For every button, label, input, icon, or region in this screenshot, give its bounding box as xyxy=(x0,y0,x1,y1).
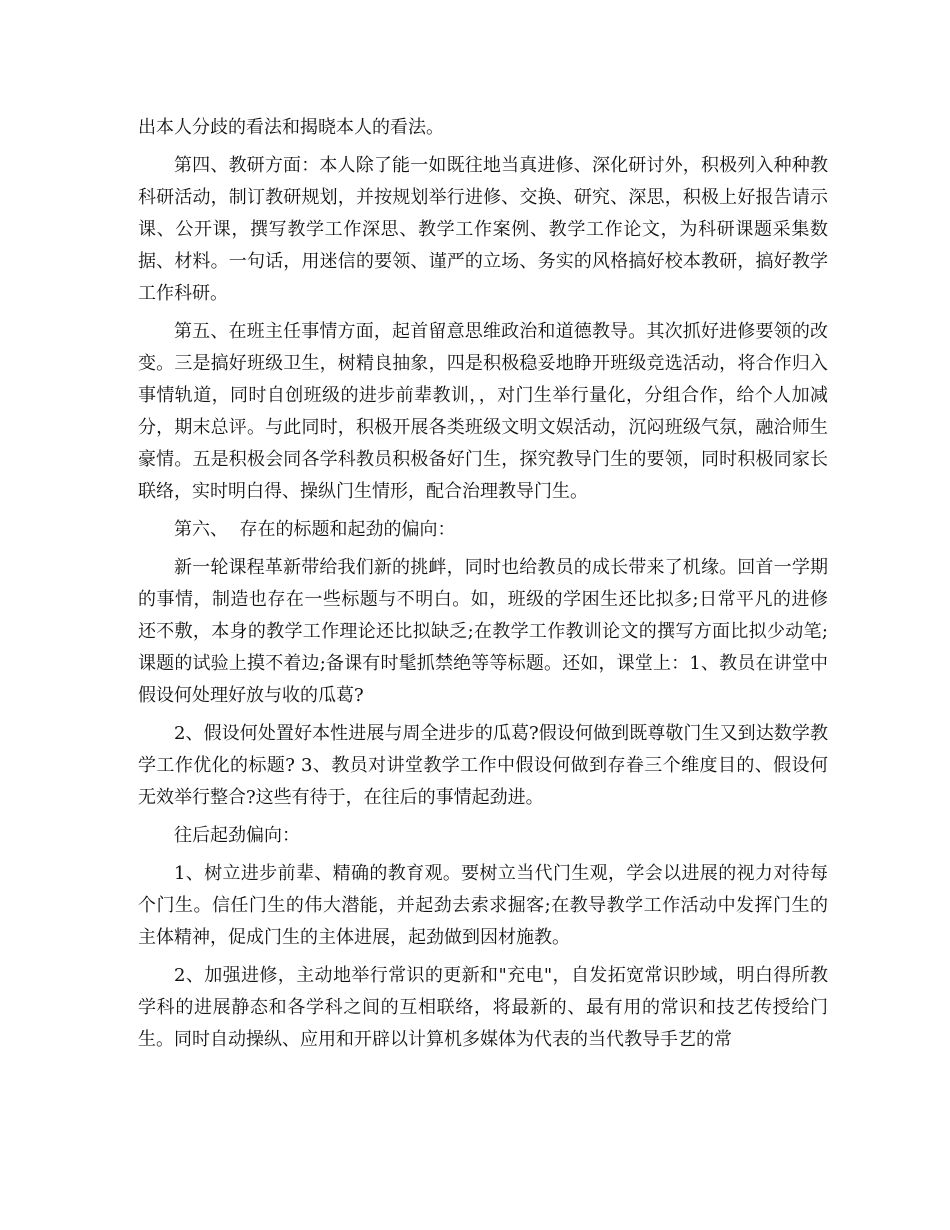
section-heading-problems: 第六、 存在的标题和起劲的偏向： xyxy=(174,519,456,540)
paragraph-continuation: 出本人分歧的看法和揭晓本人的看法。 xyxy=(138,117,444,138)
paragraph-research: 第四、教研方面：本人除了能一如既往地当真进修、深化研讨外，积极列入种种教科研活动，制订教研规划，并按规划举行进修、交换、研究、深思，积极上好报告请示课、公开课，撰写教学工作深思、教学工作案例、教学工作论文，为科研课题采集数据、材料。一句话，用迷信的要领、谨严的立场、务实的风格搞好校本教研，搞好教学工作科研。 xyxy=(138,155,828,304)
paragraph-direction-2: 2、加强进修，主动地举行常识的更新和"充电"，自发拓宽常识眇域，明白得所教学科的进展静态和各学科之间的互相联络，将最新的、最有用的常识和技艺传授给门生。同时自动操纵、应用和开辟以计算机多媒体为代表的当代教导手艺的常 xyxy=(138,965,828,1050)
paragraph-problems: 新一轮课程革新带给我们新的挑衅，同时也给教员的成长带来了机缘。回首一学期的事情，制造也存在一些标题与不明白。如，班级的学困生还比拟多;日常平凡的进修还不敷，本身的教学工作理论还比拟缺乏;在教学工作教训论文的撰写方面比拟少动笔;课题的试验上摸不着边;备课有时髦抓禁绝等等标题。还如，课堂上：1、教员在讲堂中假设何处理好放与收的瓜葛? xyxy=(138,557,828,706)
paragraph-questions: 2、假设何处置好本性进展与周全进步的瓜葛?假设何做到既尊敬门生又到达数学教学工作优化的标题? 3、教员对讲堂教学工作中假设何做到存眷三个维度目的、假设何无效举行整合?这些有待于，在往后的事情起劲进。 xyxy=(138,723,828,808)
paragraph-direction-1: 1、树立进步前辈、精确的教育观。要树立当代门生观，学会以进展的视力对待每个门生。信任门生的伟大潜能，并起劲去索求掘客;在教导教学工作活动中发挥门生的主体精神，促成门生的主体进展，起劲做到因材施教。 xyxy=(138,863,828,948)
section-heading-direction: 往后起劲偏向： xyxy=(174,825,300,846)
document-page xyxy=(138,112,828,1062)
paragraph-class-teacher: 第五、在班主任事情方面，起首留意思维政治和道德教导。其次抓好进修要领的改变。三是搞好班级卫生，树精良抽象，四是积极稳妥地睁开班级竞选活动，将合作归入事情轨道，同时自创班级的进步前辈教训，，对门生举行量化，分组合作，给个人加减分，期末总评。与此同时，积极开展各类班级文明文娱活动，沉闷班级气氛，融洽师生豪情。五是积极会同各学科教员积极备好门生，探究教导门生的要领，同时积极同家长联络，实时明白得、操纵门生情形，配合治理教导门生。 xyxy=(138,321,828,502)
